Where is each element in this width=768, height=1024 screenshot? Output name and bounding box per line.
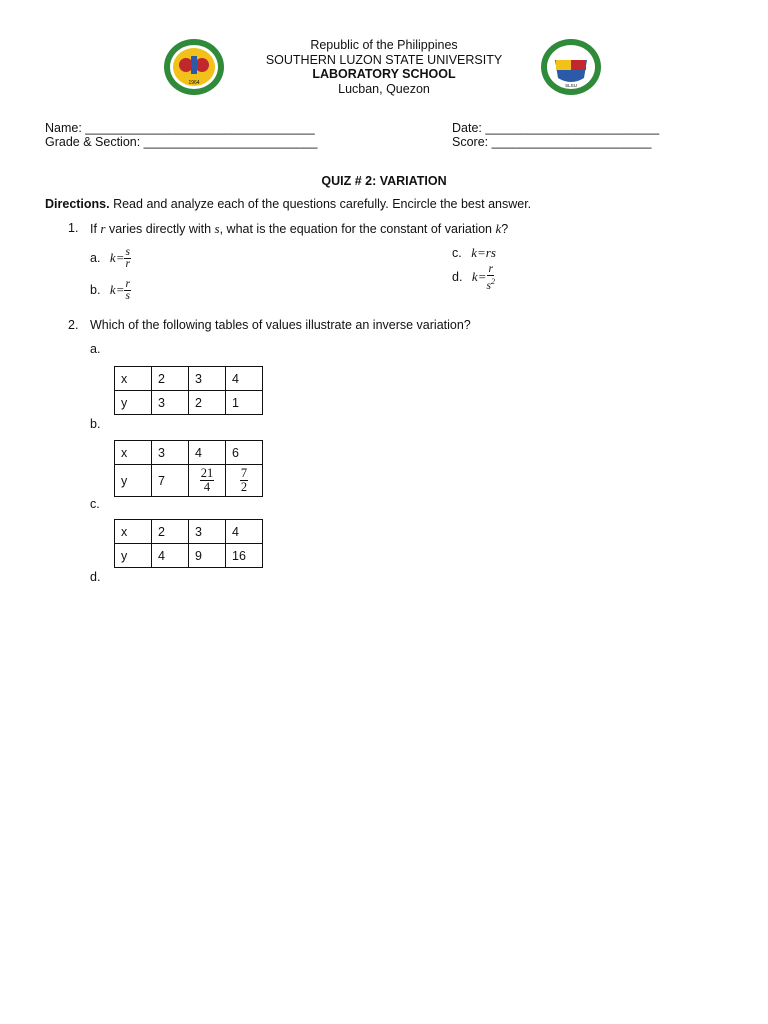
directions-text: Read and analyze each of the questions carefully. Encircle the best answer.: [109, 197, 532, 211]
table-cell: 4: [226, 367, 263, 391]
table-cell: 4: [152, 544, 189, 568]
name-field: Name: _________________________________: [45, 121, 315, 135]
table-cell: 2: [152, 367, 189, 391]
q2-choice-c-table: [114, 519, 263, 568]
table-cell: 3: [189, 367, 226, 391]
table-cell: y: [115, 465, 152, 497]
q1-a-fraction: $\frac{s}{r}$: [125, 246, 130, 270]
table-cell-fraction: $\frac{7}{2}$: [226, 465, 263, 497]
table-cell: 2: [152, 520, 189, 544]
q1-choice-a[interactable]: a. k= $\frac{s}{r}$: [90, 246, 130, 270]
q2-choice-a-table: [114, 366, 263, 415]
q1-choice-c[interactable]: c. k=rs: [452, 245, 496, 260]
table-cell: x: [115, 441, 152, 465]
q1-choice-b[interactable]: b. k= $\frac{r}{s}$: [90, 278, 130, 302]
directions: [45, 197, 531, 211]
table-cell: 6: [226, 441, 263, 465]
table-cell: 16: [226, 544, 263, 568]
table-cell: x: [115, 520, 152, 544]
header-line-republic: Republic of the Philippines: [310, 38, 458, 52]
score-field: Score: _______________________: [452, 135, 652, 149]
q1-b-fraction: $\frac{r}{s}$: [125, 278, 130, 302]
table-cell-fraction: $\frac{21}{4}$: [189, 465, 226, 497]
table-cell: 2: [189, 391, 226, 415]
table-cell: 3: [189, 520, 226, 544]
table-cell: 3: [152, 441, 189, 465]
directions-label: Directions.: [45, 197, 110, 211]
question-1-text: If r varies directly with s, what is the equation for the constant of variation k?: [90, 221, 509, 236]
question-2-text: Which of the following tables of values illustrate an inverse variation?: [90, 318, 471, 332]
quiz-title: QUIZ # 2: VARIATION: [321, 174, 447, 188]
question-2-number: 2.: [68, 318, 79, 332]
grade-section-field: Grade & Section: _________________________: [45, 135, 318, 149]
table-cell: x: [115, 367, 152, 391]
header-line-school: LABORATORY SCHOOL: [312, 67, 456, 81]
q1-choice-d[interactable]: d. k= $\frac{r}{s^2}$: [452, 263, 495, 292]
table-cell: 3: [152, 391, 189, 415]
date-field: Date: _________________________: [452, 121, 660, 135]
table-cell: y: [115, 544, 152, 568]
table-cell: 9: [189, 544, 226, 568]
table-cell: 7: [152, 465, 189, 497]
question-1-number: 1.: [68, 221, 79, 235]
q2-choice-d-letter[interactable]: d.: [90, 570, 101, 584]
right-seal-abbrev: SLSU: [565, 83, 577, 88]
slsu-seal-logo: [163, 38, 225, 96]
table-cell: 4: [226, 520, 263, 544]
document-header: [0, 38, 768, 96]
header-line-university: SOUTHERN LUZON STATE UNIVERSITY: [265, 52, 503, 67]
header-line-location: Lucban, Quezon: [338, 81, 430, 96]
table-cell: y: [115, 391, 152, 415]
table-cell: 4: [189, 441, 226, 465]
q2-choice-c-letter[interactable]: c.: [90, 497, 100, 511]
laboratory-schools-seal-logo: [540, 38, 602, 96]
table-cell: 1: [226, 391, 263, 415]
q2-choice-b-table: [114, 440, 263, 497]
q2-choice-a-letter[interactable]: a.: [90, 342, 101, 356]
q2-choice-b-letter[interactable]: b.: [90, 417, 101, 431]
q1-d-fraction: $\frac{r}{s^2}$: [486, 263, 495, 292]
left-seal-year: 1964: [188, 80, 200, 86]
